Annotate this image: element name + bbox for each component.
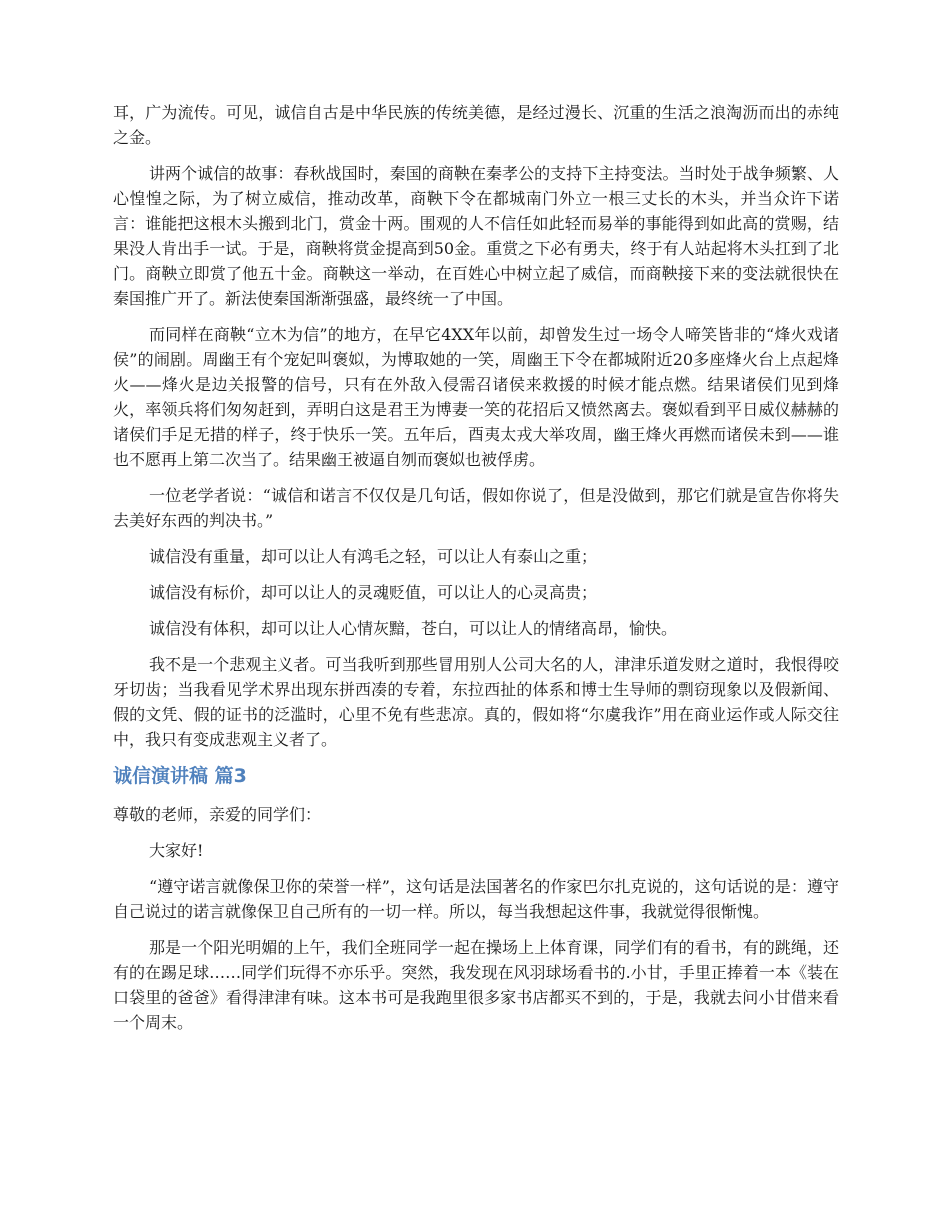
salutation: 尊敬的老师，亲爱的同学们： (113, 805, 322, 824)
paragraph: 诚信没有体积，却可以让人心情灰黯，苍白，可以让人的情绪高昂，愉快。 (149, 619, 678, 638)
paragraph: 我不是一个悲观主义者。可当我听到那些冒用别人公司大名的人，津津乐道发财之道时，我恨得咬牙切齿；当我看见学术界出现东拼西凑的专着，东拉西扯的体系和博士生导师的剽窃现象以及假新闻、假的文凭、假的证书的泛滥时，心里不免有些悲凉。真的，假如将“尔虞我诈”用在商业运作或人际交往中，我只有变成悲观主义者了。 (113, 655, 839, 749)
paragraph: 诚信没有标价，却可以让人的灵魂贬值，可以让人的心灵高贵； (149, 583, 598, 602)
paragraph: 而同样在商鞅“立木为信”的地方，在早它4XX年以前，却曾发生过一场令人啼笑皆非的“烽火戏诸侯”的闹剧。周幽王有个宠妃叫褒姒，为博取她的一笑，周幽王下令在都城附近20多座烽火台上点起烽火——烽火是边关报警的信号，只有在外敌入侵需召诸侯来救援的时候才能点燃。结果诸侯们见到烽火，率领兵将们匆匆赶到，弄明白这是君王为博妻一笑的花招后又愤然离去。褒姒看到平日威仪赫赫的诸侯们手足无措的样子，终于快乐一笑。五年后，酉夷太戎大举攻周，幽王烽火再燃而诸侯未到——谁也不愿再上第二次当了。结果幽王被逼自刎而褒姒也被俘虏。 (113, 325, 839, 469)
paragraph: 一位老学者说：“诚信和诺言不仅仅是几句话，假如你说了，但是没做到，那它们就是宣告你将失去美好东西的判决书。” (113, 486, 839, 530)
document-page (113, 100, 839, 1046)
paragraph: “遵守诺言就像保卫你的荣誉一样”，这句话是法国著名的作家巴尔扎克说的，这句话说的是：遵守自己说过的诺言就像保卫自己所有的一切一样。所以，每当我想起这件事，我就觉得很惭愧。 (113, 877, 839, 921)
paragraph: 耳，广为流传。可见，诚信自古是中华民族的传统美德，是经过漫长、沉重的生活之浪淘沥而出的赤纯之金。 (113, 103, 839, 147)
paragraph: 那是一个阳光明媚的上午，我们全班同学一起在操场上上体育课，同学们有的看书，有的跳绳，还有的在踢足球……同学们玩得不亦乐乎。突然，我发现在风羽球场看书的.小甘，手里正捧着一本《装在口袋里的爸爸》看得津津有味。这本书可是我跑里很多家书店都买不到的，于是，我就去问小甘借来看一个周末。 (113, 938, 839, 1032)
paragraph: 诚信没有重量，却可以让人有鸿毛之轻，可以让人有泰山之重； (149, 547, 598, 566)
paragraph: 讲两个诚信的故事：春秋战国时，秦国的商鞅在秦孝公的支持下主持变法。当时处于战争频繁、人心惶惶之际，为了树立威信，推动改革，商鞅下令在都城南门外立一根三丈长的木头，并当众许下诺言：谁能把这根木头搬到北门，赏金十两。围观的人不信任如此轻而易举的事能得到如此高的赏赐，结果没人肯出手一试。于是，商鞅将赏金提高到50金。重赏之下必有勇夫，终于有人站起将木头扛到了北门。商鞅立即赏了他五十金。商鞅这一举动，在百姓心中树立起了威信，而商鞅接下来的变法就很快在秦国推广开了。新法使秦国渐渐强盛，最终统一了中国。 (113, 164, 839, 308)
greeting: 大家好! (149, 841, 204, 860)
section-heading: 诚信演讲稿 篇3 (113, 765, 247, 787)
